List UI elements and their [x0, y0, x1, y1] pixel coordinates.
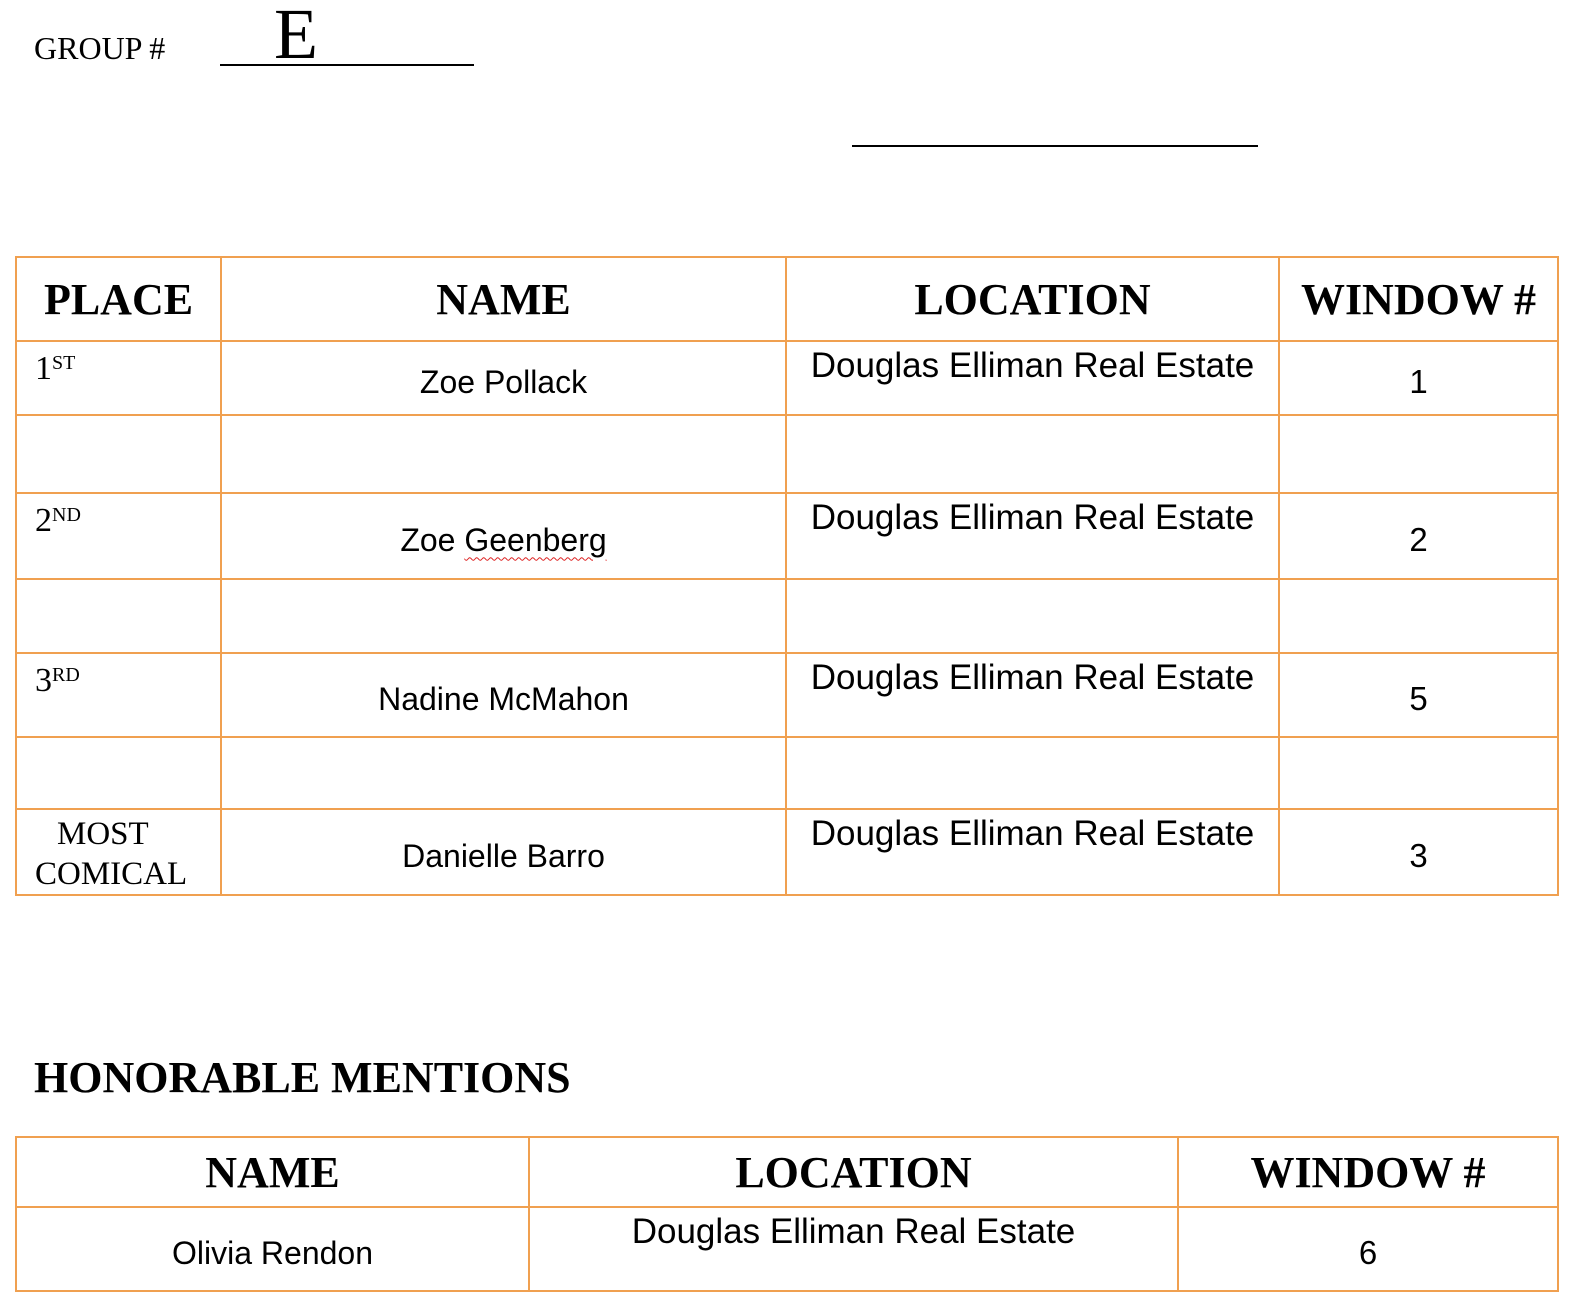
column-header-name: NAME	[221, 257, 786, 341]
window-cell: 6	[1178, 1207, 1558, 1291]
group-field-line	[220, 64, 474, 66]
signature-line	[852, 145, 1258, 147]
name-cell: Zoe Pollack	[221, 341, 786, 415]
place-suffix: ND	[52, 504, 81, 526]
empty-cell	[786, 415, 1279, 493]
empty-cell	[221, 579, 786, 653]
location-cell: Douglas Elliman Real Estate	[786, 809, 1279, 895]
location-cell: Douglas Elliman Real Estate	[786, 653, 1279, 737]
group-value: E	[274, 0, 318, 74]
name-cell: Danielle Barro	[221, 809, 786, 895]
honorable-mentions-table	[15, 1136, 1559, 1292]
column-header-location: LOCATION	[529, 1137, 1178, 1207]
empty-cell	[1279, 415, 1558, 493]
place-cell	[16, 493, 221, 579]
empty-row	[16, 415, 1558, 493]
location-cell: Douglas Elliman Real Estate	[786, 341, 1279, 415]
column-header-window: WINDOW #	[1279, 257, 1558, 341]
name-first: Zoe	[400, 521, 456, 558]
column-header-place: PLACE	[16, 257, 221, 341]
window-cell: 1	[1279, 341, 1558, 415]
place-cell	[16, 341, 221, 415]
honorable-mentions-title: HONORABLE MENTIONS	[34, 1053, 571, 1102]
column-header-window: WINDOW #	[1178, 1137, 1558, 1207]
table-row	[16, 341, 1558, 415]
place-suffix: ST	[52, 352, 76, 374]
name-last-misspelled: Geenberg	[464, 521, 607, 558]
empty-cell	[16, 579, 221, 653]
window-cell: 2	[1279, 493, 1558, 579]
group-label: GROUP #	[34, 30, 166, 66]
window-cell: 5	[1279, 653, 1558, 737]
empty-cell	[16, 737, 221, 809]
column-header-name: NAME	[16, 1137, 529, 1207]
window-cell: 3	[1279, 809, 1558, 895]
winners-header-row	[16, 257, 1558, 341]
empty-cell	[221, 415, 786, 493]
location-cell: Douglas Elliman Real Estate	[786, 493, 1279, 579]
place-cell	[16, 809, 221, 895]
table-row	[16, 1207, 1558, 1291]
place-cell	[16, 653, 221, 737]
name-cell: Olivia Rendon	[16, 1207, 529, 1291]
location-cell: Douglas Elliman Real Estate	[529, 1207, 1178, 1291]
empty-row	[16, 579, 1558, 653]
empty-cell	[1279, 579, 1558, 653]
table-row	[16, 493, 1558, 579]
empty-cell	[16, 415, 221, 493]
empty-cell	[786, 737, 1279, 809]
name-cell	[221, 493, 786, 579]
place-line1: MOST	[57, 816, 149, 852]
place-number: 3	[35, 662, 52, 699]
place-line2: COMICAL	[35, 856, 188, 892]
place-number: 1	[35, 350, 52, 387]
name-cell: Nadine McMahon	[221, 653, 786, 737]
winners-table	[15, 256, 1559, 896]
place-suffix: RD	[52, 664, 80, 686]
empty-cell	[1279, 737, 1558, 809]
empty-row	[16, 737, 1558, 809]
column-header-location: LOCATION	[786, 257, 1279, 341]
group-header	[34, 0, 734, 80]
table-row	[16, 809, 1558, 895]
mentions-header-row	[16, 1137, 1558, 1207]
table-row	[16, 653, 1558, 737]
place-number: 2	[35, 502, 52, 539]
empty-cell	[786, 579, 1279, 653]
empty-cell	[221, 737, 786, 809]
